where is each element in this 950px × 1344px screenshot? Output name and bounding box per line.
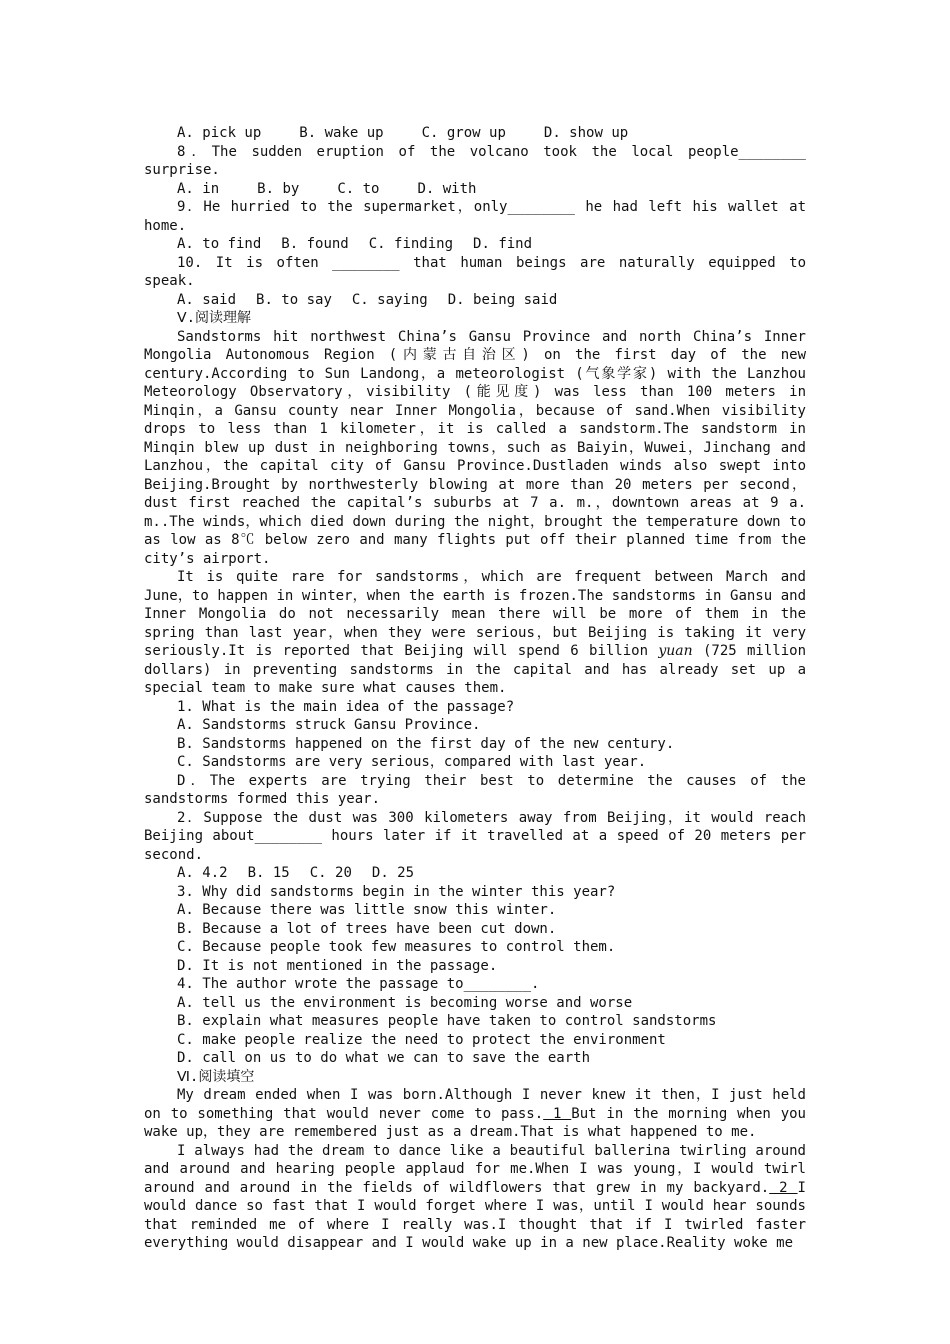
q9-option-a: A. to find — [177, 236, 262, 252]
q7-options — [144, 124, 806, 143]
q8-option-a: A. in — [177, 180, 220, 197]
q9-stem: 9．He hurried to the supermarket，only________ he had left his wallet at home. — [144, 199, 806, 234]
question-4-stem: 4. The author wrote the passage to________. — [177, 976, 540, 992]
document-page — [144, 124, 806, 1253]
passage-paragraph-2: It is quite rare for sandstorms，which are frequent between March and June，to happen in winter，when the earth is frozen.The sandstorms in Gansu and Inner Mongolia do not necessarily mean there will be more of them in the spring than last year，when they were serious，but Beijing is taking it very seriously.It is reported that Beijing will spend 6 billion yuan (725 million dollars) in preventing sandstorms in the capital and has already set up a special team to make sure what causes them. — [144, 569, 807, 696]
fill-paragraph-2: I always had the dream to dance like a beautiful ballerina twirling around and around and hearing people applaud for me.When I was young，I would twirl around and around in the fields of wildflowers that grew in my backyard. 2 I would dance so fast that I would forget where I was，until I would hear sounds that reminded me of where I really was.I thought that if I twirled faster everything would disappear and I would wake up in a new place.Reality woke me — [144, 1142, 806, 1251]
question-4-option-d: D. call on us to do what we can to save the earth — [177, 1050, 591, 1066]
question-1-option-b: B. Sandstorms happened on the first day of the new century. — [177, 735, 675, 752]
yuan-italic: yuan — [658, 643, 693, 659]
q8-option-b: B. by — [257, 180, 300, 197]
q8-stem: 8．The sudden eruption of the volcano took the local people________ surprise. — [144, 143, 806, 178]
fill-paragraph-1: My dream ended when I was born.Although I never knew it then，I just held on to something that would never come to pass. 1 But in the morning when you wake up，they are remembered just as a dream.That is what happened to me. — [144, 1087, 806, 1140]
q9-option-b: B. found — [281, 236, 349, 252]
blank-2[interactable]: 2 — [769, 1179, 798, 1196]
question-2-option-a: A. 4.2 — [177, 865, 228, 881]
q10-option-a: A. said — [177, 291, 237, 308]
question-1-stem: 1. What is the main idea of the passage? — [177, 698, 515, 715]
question-2-options — [144, 864, 806, 883]
q10-options — [144, 291, 806, 310]
section-5-title: Ⅴ.阅读理解 — [177, 310, 252, 326]
q7-option-d: D. show up — [543, 125, 629, 141]
question-1-option-d: D．The experts are trying their best to determine the causes of the sandstorms formed this year. — [144, 772, 806, 807]
q9-option-c: C. finding — [368, 236, 454, 252]
q8-option-d: D. with — [417, 180, 477, 197]
q7-option-c: C. grow up — [421, 125, 506, 141]
question-2-stem: 2．Suppose the dust was 300 kilometers away from Beijing，it would reach Beijing about________ hours later if it travelled at a speed of 20 meters per second. — [144, 809, 806, 863]
q10-option-d: D. being said — [447, 291, 558, 308]
question-1-option-c: C. Sandstorms are very serious，compared with last year. — [177, 754, 647, 770]
question-2-option-b: B. 15 — [247, 865, 290, 881]
question-3-option-d: D. It is not mentioned in the passage. — [177, 957, 498, 974]
question-3-option-c: C. Because people took few measures to control them. — [177, 939, 616, 955]
question-2-option-c: C. 20 — [309, 865, 352, 881]
question-4-option-c: C. make people realize the need to protect the environment — [177, 1031, 666, 1048]
passage-paragraph-1: Sandstorms hit northwest China’s Gansu Province and north China’s Inner Mongolia Autonomous Region (内蒙古自治区) on the first day of the new century.According to Sun Landong，a meteorologist (气象学家) with the Lanzhou Meteorology Observatory，visibility (能见度) was less than 100 meters in Minqin，a Gansu county near Inner Mongolia，because of sand.When visibility drops to less than 1 kilometer，it is called a sandstorm.The sandstorm in Minqin blew up dust in neighboring towns，such as Baiyin，Wuwei，Jinchang and Lanzhou，the capital city of Gansu Province.Dustladen winds also swept into Beijing.Brought by northwesterly blowing at more than 20 meters per second，dust first reached the capital’s suburbs at 7 a. m.，downtown areas at 9 a. m..The winds，which died down during the night，brought the temperature down to as low as 8℃ below zero and many flights put off their planned time from the city’s airport. — [144, 328, 806, 567]
q9-option-d: D. find — [473, 236, 533, 252]
q10-option-b: B. to say — [256, 291, 332, 308]
question-1-option-a: A. Sandstorms struck Gansu Province. — [177, 717, 481, 733]
question-3-option-b: B. Because a lot of trees have been cut down. — [177, 920, 557, 937]
question-3-option-a: A. Because there was little snow this winter. — [177, 902, 557, 918]
question-2-option-d: D. 25 — [371, 865, 415, 881]
question-3-stem: 3. Why did sandstorms begin in the winter this year? — [177, 883, 616, 900]
q9-options — [144, 235, 806, 254]
question-4-option-b: B. explain what measures people have taken to control sandstorms — [177, 1013, 717, 1029]
q10-option-c: C. saying — [351, 291, 428, 308]
question-4-option-a: A. tell us the environment is becoming worse and worse — [177, 994, 633, 1011]
q7-option-a: A. pick up — [177, 125, 262, 141]
section-6-title: Ⅵ.阅读填空 — [177, 1068, 255, 1085]
q8-options — [144, 180, 806, 199]
blank-1[interactable]: 1 — [543, 1105, 572, 1122]
q8-option-c: C. to — [337, 180, 380, 197]
q10-stem: 10. It is often ________ that human beings are naturally equipped to speak. — [144, 254, 806, 289]
q7-option-b: B. wake up — [299, 125, 384, 141]
